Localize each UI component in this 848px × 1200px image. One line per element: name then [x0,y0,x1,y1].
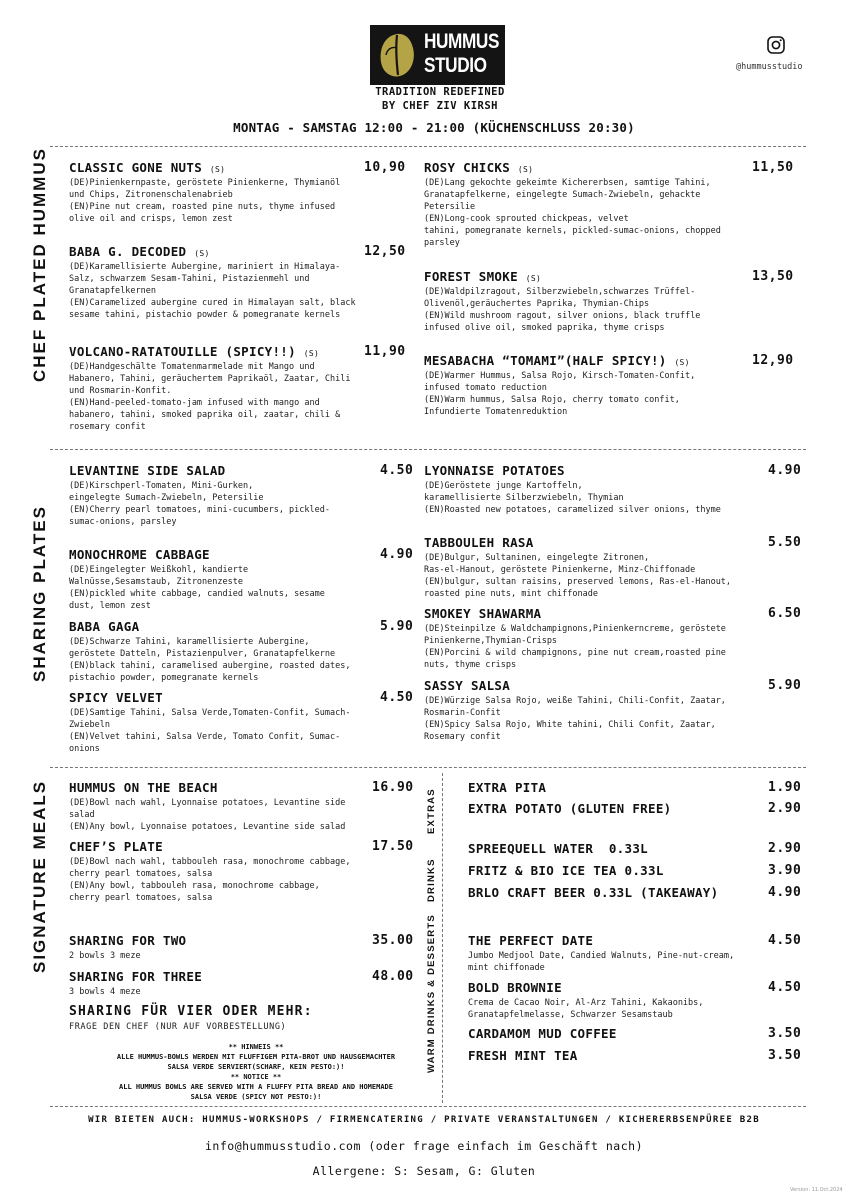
item-description: (DE)Würzige Salsa Rojo, weiße Tahini, Chili-Confit, Zaatar, Rosmarin-Confit (EN)Spicy Salsa Rojo, White tahini, Chili Confit, Zaatar, Rosemary confit [424,696,726,742]
menu-item-sharing-for-two [69,933,419,962]
divider-2 [50,767,806,768]
item-description: (DE)Warmer Hummus, Salsa Rojo, Kirsch-Tomaten-Confit, infused tomato reduction (EN)Warm hummus, Salsa Rojo, cherry tomato confit, Infundierte Tomatenreduktion [424,371,696,417]
item-name: SMOKEY SHAWARMA [424,606,542,621]
item-description: 2 bowls 3 meze [69,951,141,961]
menu-item-bold-brownie [468,980,818,1021]
section-label-chef-plated: CHEF PLATED HUMMUS [30,147,49,382]
item-description: (DE)Handgeschälte Tomatenmarmelade mit Mango und Habanero, Tahini, geräuchertem Paprikaöl, Zaatar, Chili und Rosmarin-Konfit. (EN)Hand-peeled-tomato-jam infused with mango and habanero, tahini, smoked paprika oil, zaatar, chili & rosemary confit [69,362,351,432]
contact-line[interactable]: info@hummusstudio.com (oder frage einfach im Geschäft nach) [205,1139,643,1153]
item-name: THE PERFECT DATE [468,933,594,948]
brand-logo [370,25,505,85]
menu-item-monochrome-cabbage [69,547,419,612]
divider-1 [50,449,806,450]
item-description: (DE)Waldpilzragout, Silberzwiebeln,schwarzes Trüffel- Olivenöl,geräuchertes Paprika, Thymian-Chips (EN)Wild mushroom ragout, silver onions, black truffle infused olive oil, smoked paprika, thyme crisps [424,287,701,333]
item-name: BRLO CRAFT BEER 0.33L (TAKEAWAY) [468,885,719,900]
item-name: BABA GAGA [69,619,140,634]
item-price: 4.50 [380,690,414,705]
divider-top [50,146,806,147]
logo-line-1: HUMMUS [424,30,500,53]
item-allergen: (S) [517,165,534,174]
menu-item-forest-smoke [424,269,794,334]
item-price: 3.50 [768,1026,802,1041]
section-label-drinks: DRINKS [426,858,437,902]
menu-item-levantine-side-salad [69,463,419,528]
menu-item-rosy-chicks [424,160,794,249]
menu-item-sharing-for-three [69,969,419,998]
item-description: (DE)Lang gekochte gekeimte Kichererbsen, samtige Tahini, Granatapfelkerne, eingelegte Sumach-Zwiebeln, gehackte Petersilie (EN)Long-cook sprouted chickpeas, velvet tahini, pomegranate kernels, pickled-sumac-onions, chopped parsley [424,178,721,248]
item-name: SPICY VELVET [69,690,163,705]
menu-item-chefs-plate [69,839,419,904]
item-description: (DE)Geröstete junge Kartoffeln, karamellisierte Silberzwiebeln, Thymian (EN)Roasted new potatoes, caramelized silver onions, thyme [424,481,721,515]
item-price: 48.00 [372,969,414,984]
item-name: SASSY SALSA [424,678,511,693]
item-name: MESABACHA “TOMAMI”(HALF SPICY!) [424,353,667,368]
item-description: (DE)Bowl nach wahl, Lyonnaise potatoes, Levantine side salad (EN)Any bowl, Lyonnaise potatoes, Levantine side salad [69,798,346,832]
item-name: VOLCANO-RATATOUILLE (SPICY!!) [69,344,296,359]
item-allergen: (S) [194,249,210,258]
instagram-handle[interactable]: @hummusstudio [736,62,803,72]
item-price: 2.90 [768,801,802,816]
item-price: 2.90 [768,841,802,856]
item-price: 4.50 [768,933,802,948]
item-allergen: (S) [674,358,690,367]
item-price: 12,50 [364,244,406,259]
serving-notice: ** HINWEIS ** ALLE HUMMUS-BOWLS WERDEN MIT FLUFFIGEM PITA-BROT UND HAUSGEMACHTER SALSA VERDE SERVIERT(SCHARF, KEIN PESTO:)! ** NOTICE ** ALL HUMMUS BOWLS ARE SERVED WITH A FLUFFY PITA BREAD AND HOMEMADE SALSA VERDE (SPICY NOT PESTO:)! [116,1043,396,1101]
item-price: 4.50 [768,980,802,995]
item-description: Jumbo Medjool Date, Candied Walnuts, Pine-nut-cream, mint chiffonade [468,951,735,973]
menu-item-fritz-ice-tea [468,863,818,878]
menu-item-sharing-four-plus [69,1004,419,1033]
item-description: (DE)Samtige Tahini, Salsa Verde,Tomaten-Confit, Sumach- Zwiebeln (EN)Velvet tahini, Salsa Verde, Tomato Confit, Sumac- onions [69,708,351,754]
menu-item-baba-gaga [69,619,419,684]
item-description: (DE)Schwarze Tahini, karamellisierte Aubergine, geröstete Datteln, Pistazienpulver, Granatapfelkerne (EN)black tahini, caramelised aubergine, roasted dates, pistachio powder, pomegranate kernels [69,637,351,683]
item-name: MONOCHROME CABBAGE [69,547,210,562]
menu-item-brlo-craft-beer [468,885,818,900]
item-name: SPREEQUELL WATER 0.33L [468,841,648,856]
services-line: WIR BIETEN AUCH: HUMMUS-WORKSHOPS / FIRMENCATERING / PRIVATE VERANSTALTUNGEN / KICHERERBSENPÜREE B2B [88,1115,760,1125]
item-price: 3.50 [768,1048,802,1063]
menu-item-spreequell-water [468,841,818,856]
menu-item-fresh-mint-tea [468,1048,818,1063]
item-price: 6.50 [768,606,802,621]
item-name: TABBOULEH RASA [424,535,534,550]
item-description: Crema de Cacao Noir, Al-Arz Tahini, Kakaonibs, Granatapfelmelasse, Schwarzer Sesamstaub [468,998,704,1020]
item-price: 4.90 [768,885,802,900]
item-price: 16.90 [372,780,414,795]
menu-item-mesabacha-tomami [424,353,794,418]
item-name: SHARING FÜR VIER ODER MEHR: [69,1004,313,1019]
item-description: 3 bowls 4 meze [69,987,141,997]
item-description: FRAGE DEN CHEF (NUR AUF VORBESTELLUNG) [69,1022,287,1032]
instagram-icon[interactable] [766,35,786,55]
tagline-2: BY CHEF ZIV KIRSH [382,100,498,112]
section-label-extras: EXTRAS [426,788,437,834]
item-description: (DE)Bowl nach wahl, tabbouleh rasa, monochrome cabbage, cherry pearl tomatoes, salsa (EN)Any bowl, tabbouleh rasa, monochrome cabbage, cherry pearl tomatoes, salsa [69,857,351,903]
item-price: 5.90 [380,619,414,634]
item-description: (DE)Karamellisierte Aubergine, mariniert in Himalaya- Salz, schwarzem Sesam-Tahini, Pistazienmehl und Granatapfelkernen (EN)Caramelized aubergine cured in Himalayan salt, black sesame tahini, pistachio powder & pomegranate kernels [69,262,356,320]
menu-item-tabbouleh-rasa [424,535,802,600]
menu-item-lyonnaise-potatoes [424,463,802,516]
item-name: BABA G. DECODED [69,244,187,259]
item-name: CHEF’S PLATE [69,839,163,854]
item-description: (DE)Bulgur, Sultaninen, eingelegte Zitronen, Ras-el-Hanout, geröstete Pinienkerne, Minz-Chiffonade (EN)bulgur, sultan raisins, preserved lemons, Ras-el-Hanout, roasted pine nuts, mint chiffonade [424,553,732,599]
item-name: ROSY CHICKS [424,160,511,175]
item-price: 4.90 [380,547,414,562]
item-price: 12,90 [752,353,794,368]
logo-line-2: STUDIO [424,54,487,77]
item-price: 5.50 [768,535,802,550]
menu-item-cardamom-mud-coffee [468,1026,818,1041]
item-name: CLASSIC GONE NUTS [69,160,203,175]
menu-item-classic-gone-nuts [69,160,419,225]
item-price: 10,90 [364,160,406,175]
menu-item-sassy-salsa [424,678,802,743]
item-description: (DE)Pinienkernpaste, geröstete Pinienkerne, Thymianöl und Chips, Zitronenschalenabrieb (EN)Pine nut cream, roasted pine nuts, thyme infused olive oil and crisps, lemon zest [69,178,341,224]
item-price: 11,50 [752,160,794,175]
item-price: 13,50 [752,269,794,284]
menu-item-hummus-on-the-beach [69,780,419,833]
item-description: (DE)Eingelegter Weißkohl, kandierte Walnüsse,Sesamstaub, Zitronenzeste (EN)pickled white cabbage, candied walnuts, sesame dust, lemon zest [69,565,325,611]
item-name: FRITZ & BIO ICE TEA 0.33L [468,863,664,878]
section-label-warm: WARM DRINKS & DESSERTS [426,914,437,1073]
item-name: LYONNAISE POTATOES [424,463,565,478]
item-price: 11,90 [364,344,406,359]
section-label-sharing: SHARING PLATES [30,505,49,682]
menu-item-the-perfect-date [468,933,818,974]
opening-hours: MONTAG - SAMSTAG 12:00 - 21:00 (KÜCHENSCHLUSS 20:30) [233,120,635,135]
item-allergen: (S) [525,274,542,283]
version-label: Version: 11.Oct.2024 [790,1187,843,1193]
menu-item-volcano-ratatouille [69,344,419,433]
menu-item-smokey-shawarma [424,606,802,671]
divider-footer [50,1106,806,1107]
menu-item-extra-potato [468,801,818,816]
item-name: HUMMUS ON THE BEACH [69,780,218,795]
section-label-signature: SIGNATURE MEALS [30,779,49,973]
item-price: 4.90 [768,463,802,478]
item-name: SHARING FOR TWO [69,933,187,948]
item-name: FOREST SMOKE [424,269,518,284]
item-allergen: (S) [303,349,320,358]
item-price: 5.90 [768,678,802,693]
item-description: (DE)Kirschperl-Tomaten, Mini-Gurken, eingelegte Sumach-Zwiebeln, Petersilie (EN)Cherry pearl tomatoes, mini-cucumbers, pickled- sumac-onions, parsley [69,481,330,527]
tagline-1: TRADITION REDEFINED [375,86,505,98]
item-price: 4.50 [380,463,414,478]
item-name: FRESH MINT TEA [468,1048,578,1063]
item-price: 35.00 [372,933,414,948]
chickpea-logo-icon [376,30,418,80]
item-allergen: (S) [209,165,226,174]
item-name: LEVANTINE SIDE SALAD [69,463,226,478]
menu-item-spicy-velvet [69,690,419,755]
item-name: EXTRA POTATO (GLUTEN FREE) [468,801,672,816]
menu-item-baba-g-decoded [69,244,419,321]
allergens-legend: Allergene: S: Sesam, G: Gluten [312,1164,536,1178]
item-name: BOLD BROWNIE [468,980,562,995]
menu-item-extra-pita [468,780,818,795]
logo-wordmark [424,30,499,78]
item-description: (DE)Steinpilze & Waldchampignons,Pinienkerncreme, geröstete Pinienkerne,Thymian-Crisps (EN)Porcini & wild champignons, pine nut cream,roasted pine nuts, thyme crisps [424,624,726,670]
item-name: EXTRA PITA [468,780,547,795]
item-name: CARDAMOM MUD COFFEE [468,1026,617,1041]
item-price: 17.50 [372,839,414,854]
item-name: SHARING FOR THREE [69,969,203,984]
item-price: 3.90 [768,863,802,878]
item-price: 1.90 [768,780,802,795]
